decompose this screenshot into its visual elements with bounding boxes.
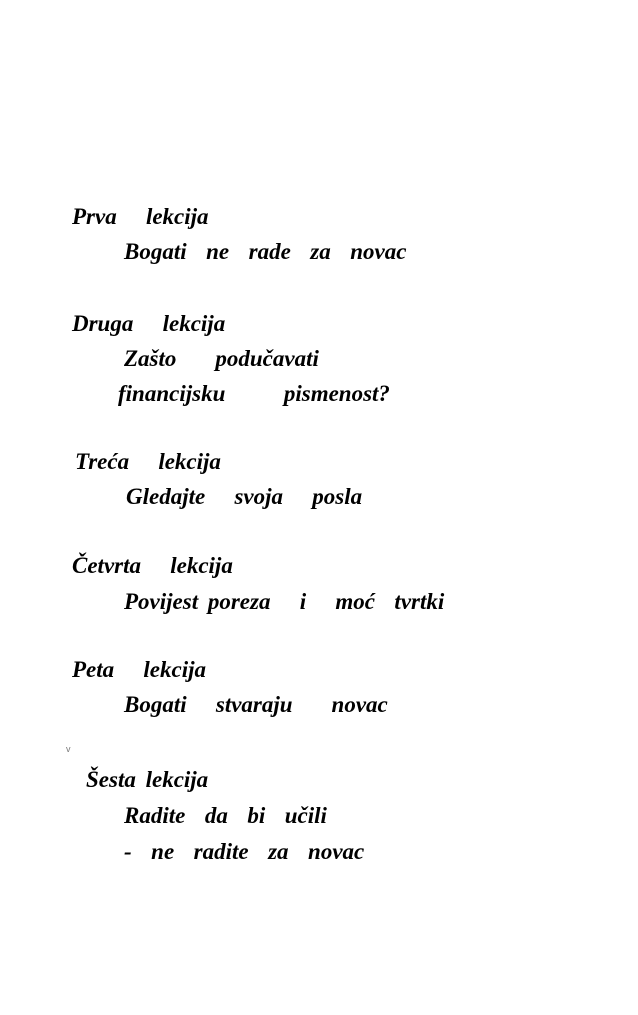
lesson-6-title: Šesta lekcija bbox=[86, 767, 209, 792]
stray-mark: v bbox=[66, 744, 71, 754]
lesson-2-subtitle-line-1: Zašto podučavati bbox=[124, 346, 319, 371]
lesson-2-title: Druga lekcija bbox=[72, 311, 226, 336]
lesson-4-subtitle: Povijest poreza i moć tvrtki bbox=[124, 589, 445, 614]
lesson-6-subtitle-line-1: Radite da bi učili bbox=[124, 803, 327, 828]
lesson-6-subtitle-line-2: - ne radite za novac bbox=[124, 839, 365, 864]
lesson-5-subtitle: Bogati stvaraju novac bbox=[124, 692, 388, 717]
lesson-3-title: Treća lekcija bbox=[75, 449, 221, 474]
lesson-3-subtitle: Gledajte svoja posla bbox=[126, 484, 363, 509]
lesson-1-subtitle: Bogati ne rade za novac bbox=[124, 239, 407, 264]
lesson-4-title: Četvrta lekcija bbox=[72, 553, 233, 578]
lesson-5-title: Peta lekcija bbox=[72, 657, 206, 682]
lesson-1-title: Prva lekcija bbox=[72, 204, 209, 229]
lesson-2-subtitle-line-2: financijsku pismenost? bbox=[118, 381, 390, 406]
